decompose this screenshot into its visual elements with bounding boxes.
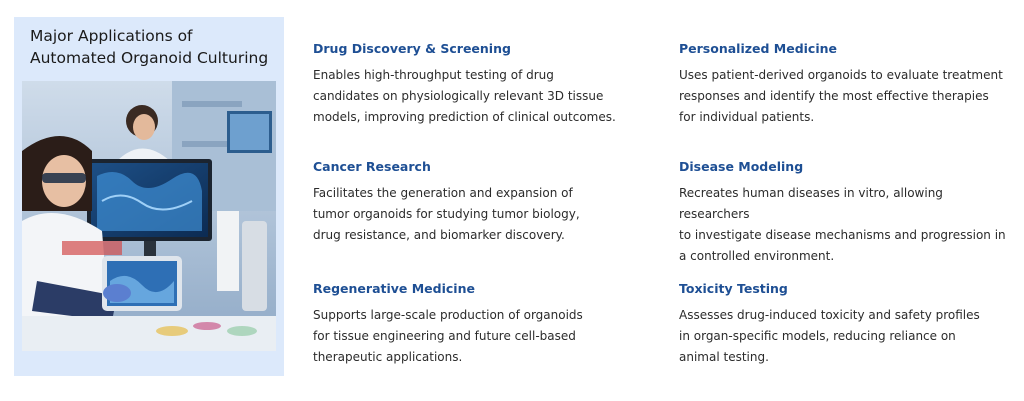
- lab-scene-illustration: [22, 81, 276, 351]
- application-regenerative-medicine: [313, 281, 643, 368]
- application-description: Supports large-scale production of organoids for tissue engineering and future cell-based therapeutic applications.: [313, 308, 583, 364]
- application-title: Regenerative Medicine: [313, 281, 475, 296]
- application-description: Uses patient-derived organoids to evaluate treatment responses and identify the most effective therapies for individual patients.: [679, 68, 1003, 124]
- application-description: Assesses drug-induced toxicity and safety profiles in organ-specific models, reducing reliance on animal testing.: [679, 308, 980, 364]
- applications-panel: [14, 17, 284, 376]
- panel-title: Major Applications of Automated Organoid Culturing: [30, 27, 269, 67]
- application-toxicity-testing: [679, 281, 1014, 368]
- application-title: Personalized Medicine: [679, 41, 838, 56]
- application-disease-modeling: [679, 159, 1014, 267]
- application-drug-discovery: [313, 41, 643, 128]
- application-title: Cancer Research: [313, 159, 431, 174]
- application-personalized-medicine: [679, 41, 1014, 128]
- lab-photo: [22, 81, 276, 351]
- application-description: Enables high-throughput testing of drug candidates on physiologically relevant 3D tissue models, improving prediction of clinical outcomes.: [313, 68, 616, 124]
- application-description: Facilitates the generation and expansion of tumor organoids for studying tumor biology, drug resistance, and biomarker discovery.: [313, 186, 580, 242]
- application-title: Toxicity Testing: [679, 281, 788, 296]
- application-description: Recreates human diseases in vitro, allowing researchers to investigate disease mechanisms and progression in a controlled environment.: [679, 186, 1006, 263]
- application-title: Drug Discovery & Screening: [313, 41, 511, 56]
- application-title: Disease Modeling: [679, 159, 804, 174]
- application-cancer-research: [313, 159, 643, 246]
